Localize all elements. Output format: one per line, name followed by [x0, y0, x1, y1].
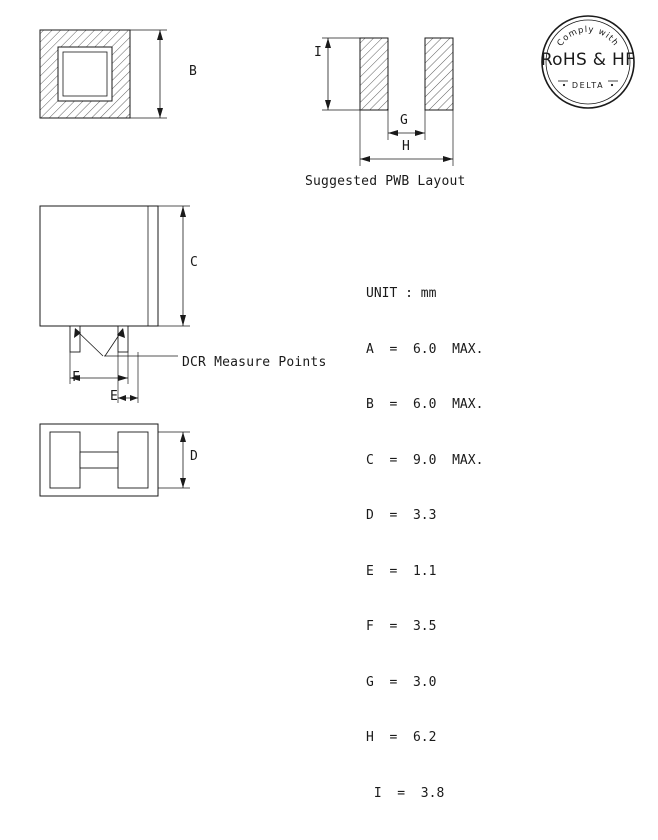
pwb-layout-view — [300, 18, 500, 183]
dcr-measure-points-callout: DCR Measure Points — [182, 355, 327, 370]
top-view — [30, 18, 200, 128]
spec-line-f: F = 3.5 — [366, 619, 437, 634]
svg-text:Comply with: Comply with — [555, 24, 621, 49]
spec-line-h: H = 6.2 — [366, 730, 437, 745]
pwb-dim-g-label: G — [400, 113, 409, 128]
pwb-dim-h-label: H — [402, 139, 411, 154]
spec-line-b: B = 6.0 MAX. — [366, 397, 484, 412]
pwb-dim-i-label: I — [314, 45, 323, 60]
pwb-layout-caption: Suggested PWB Layout — [305, 174, 466, 189]
spec-line-a: A = 6.0 MAX. — [366, 341, 484, 357]
front-view-dim-f-label: F — [72, 370, 81, 385]
bottom-view-dim-d-label: D — [190, 449, 199, 464]
front-view-dim-e-label: E — [110, 389, 119, 404]
spec-line-i: I = 3.8 — [366, 785, 445, 801]
spec-line-d: D = 3.3 — [366, 508, 437, 523]
spec-line-e: E = 1.1 — [366, 563, 437, 579]
front-view-dim-c-label: C — [190, 255, 199, 270]
rohs-stamp-brand-text: DELTA — [571, 81, 605, 90]
specification-list — [366, 248, 483, 840]
spec-line-c: C = 9.0 MAX. — [366, 452, 484, 468]
spec-line-g: G = 3.0 — [366, 674, 437, 690]
rohs-stamp-main-text: RoHS & HF — [540, 50, 636, 70]
top-view-dim-b-label: B — [189, 64, 198, 79]
spec-line-unit: UNIT : mm — [366, 286, 437, 301]
rohs-compliance-stamp — [540, 14, 636, 110]
